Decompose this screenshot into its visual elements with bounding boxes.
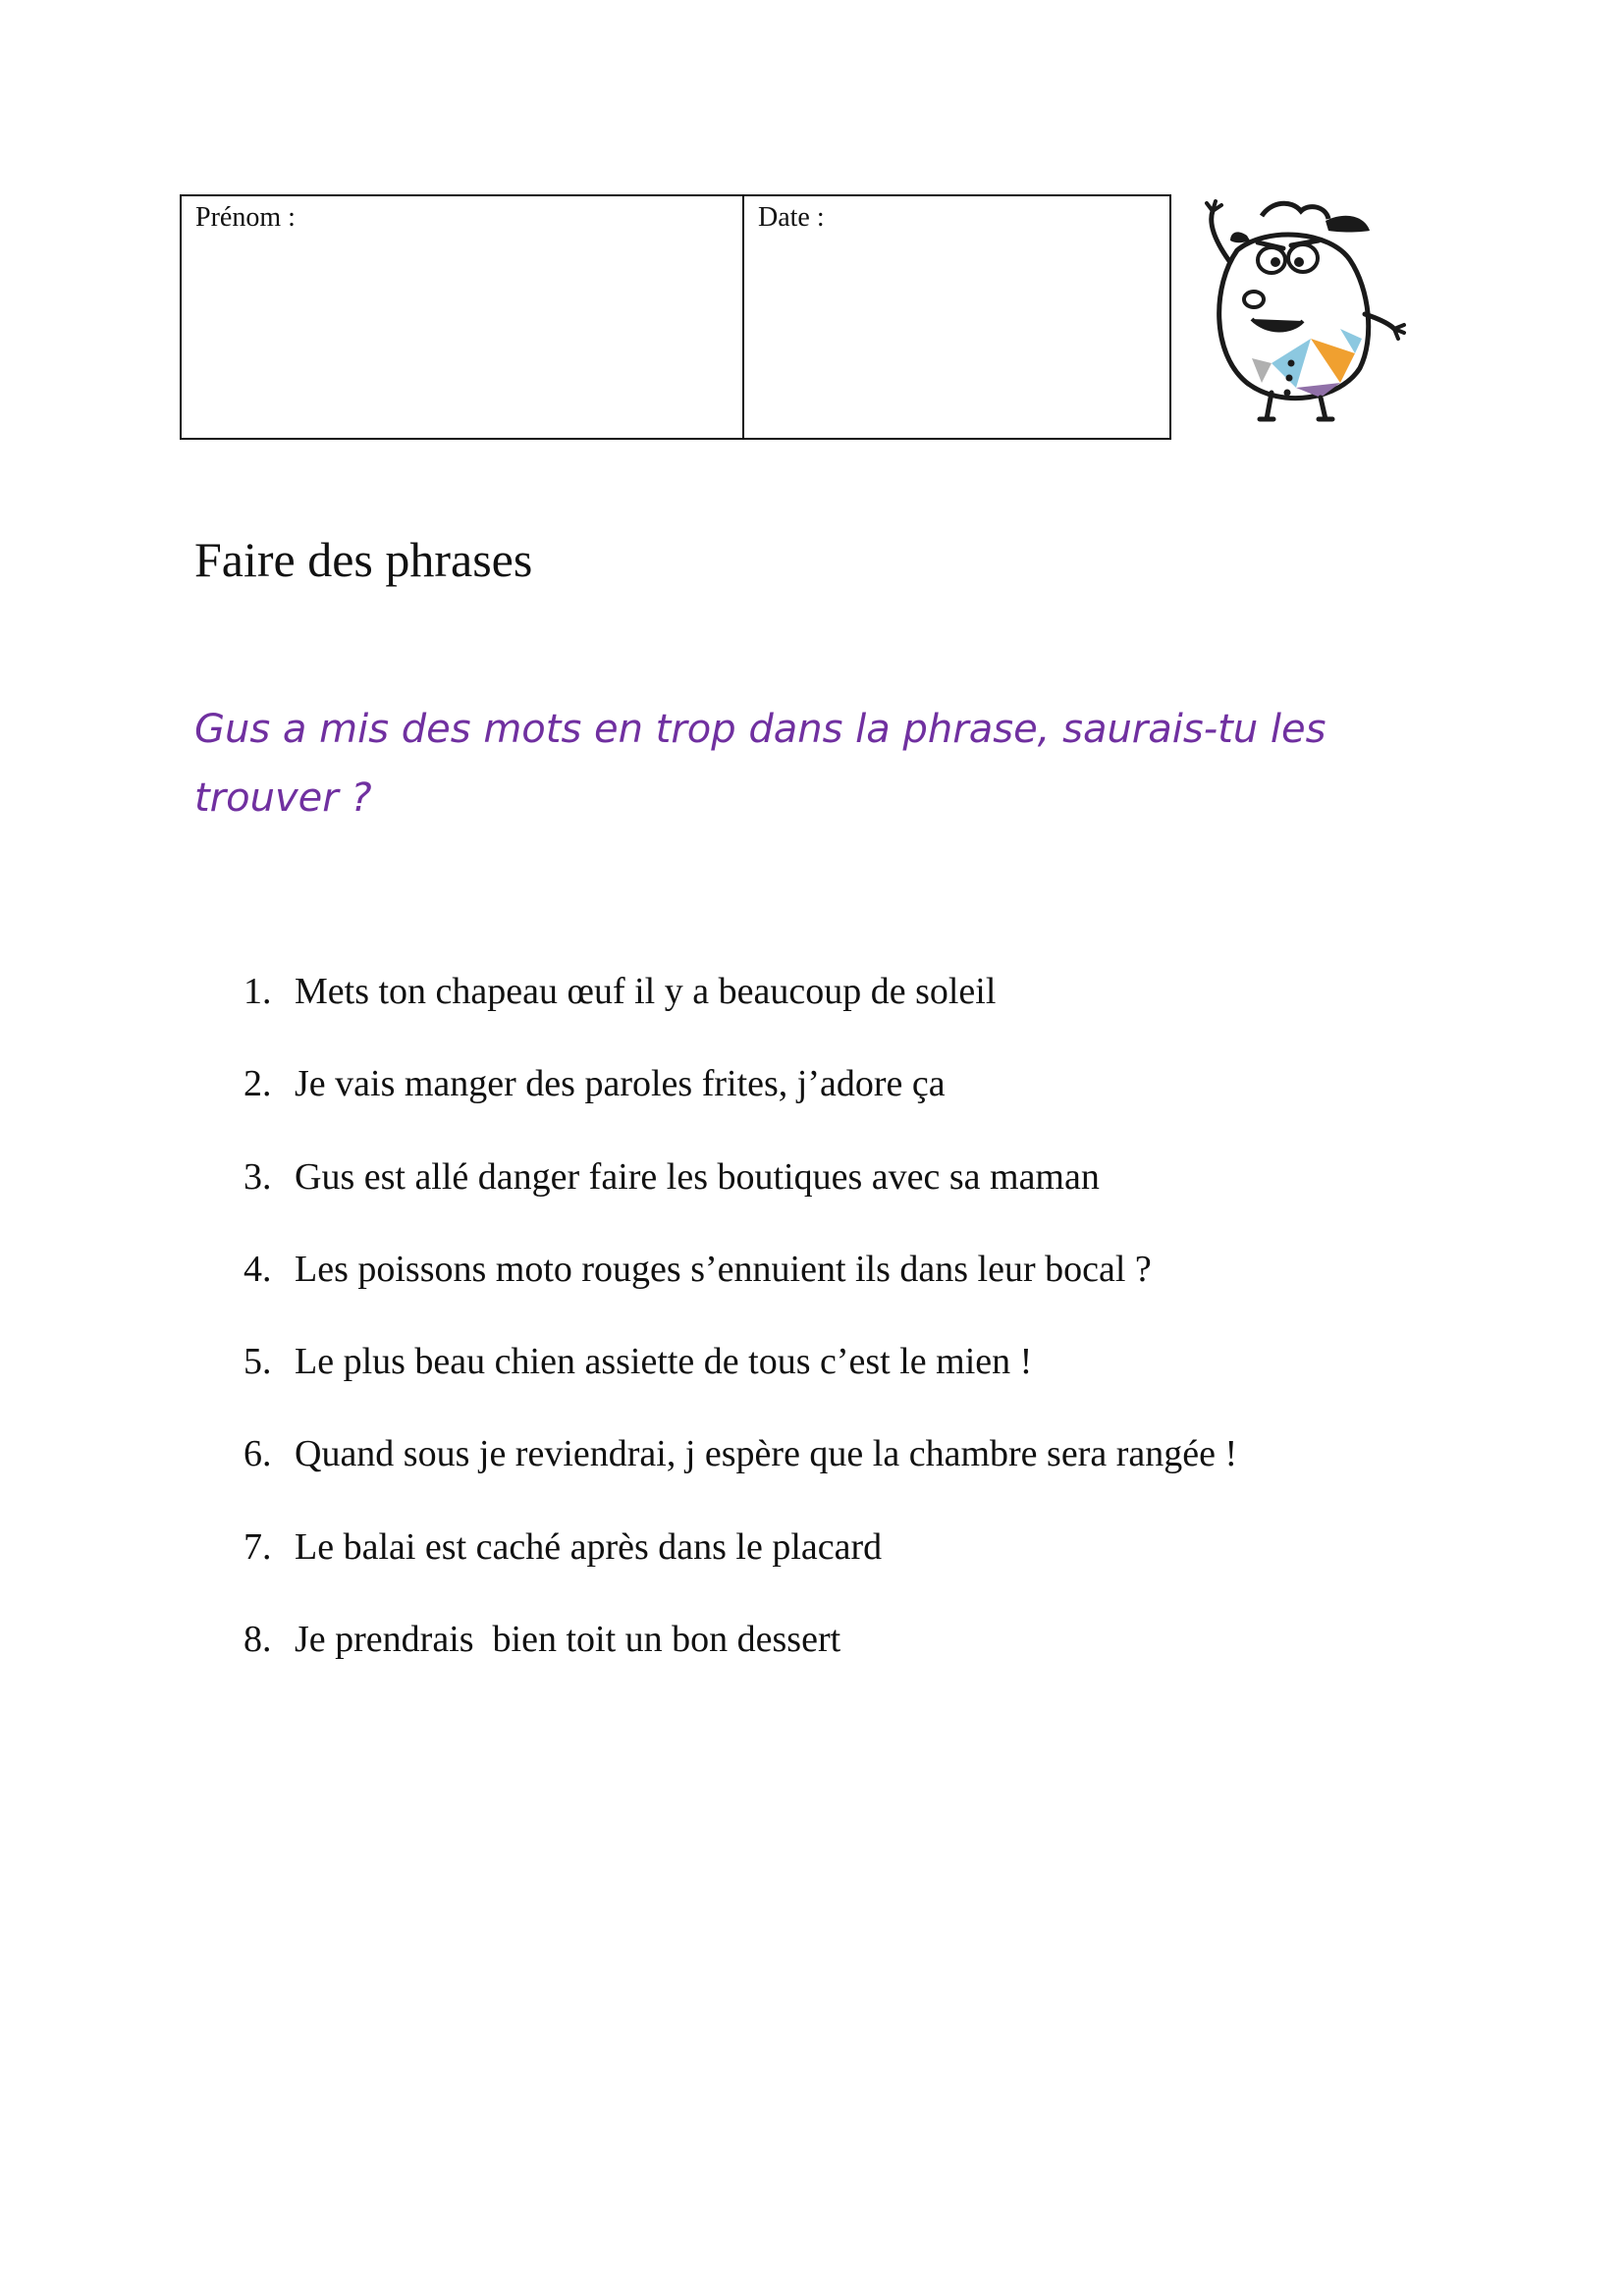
item-number: 5. — [244, 1341, 272, 1383]
sentence-text: Le balai est caché après dans le placard — [295, 1525, 883, 1568]
instruction-text: Gus a mis des mots en trop dans la phrase, saurais-tu les trouver ? — [194, 707, 1326, 821]
exercise-item-6 — [244, 1408, 1237, 1500]
page-title: Faire des phrases — [194, 532, 533, 587]
sentence-text: Quand sous je reviendrai, j espère que la chambre sera rangée ! — [295, 1433, 1238, 1475]
exercise-item-5 — [244, 1315, 1237, 1408]
exercise-item-1 — [244, 945, 1237, 1038]
date-field[interactable] — [744, 196, 1169, 438]
exercise-item-4 — [244, 1223, 1237, 1315]
item-number: 6. — [244, 1433, 272, 1475]
exercise-item-2 — [244, 1038, 1237, 1130]
date-label: Date : — [758, 202, 825, 233]
exercise-item-3 — [244, 1131, 1237, 1223]
item-number: 8. — [244, 1619, 272, 1661]
sentence-text: Gus est allé danger faire les boutiques avec sa maman — [295, 1155, 1100, 1198]
gus-sheep-mascot-icon — [1193, 191, 1419, 422]
item-number: 2. — [244, 1063, 272, 1105]
item-number: 3. — [244, 1155, 272, 1198]
exercise-item-8 — [244, 1593, 1237, 1685]
item-number: 4. — [244, 1248, 272, 1290]
exercise-list — [244, 945, 1237, 1685]
sentence-text: Je prendrais bien toit un bon dessert — [295, 1619, 841, 1661]
prenom-field[interactable] — [182, 196, 744, 438]
sentence-text: Les poissons moto rouges s’ennuient ils dans leur bocal ? — [295, 1248, 1152, 1290]
prenom-label: Prénom : — [195, 202, 296, 233]
sentence-text: Je vais manger des paroles frites, j’adore ça — [295, 1063, 946, 1105]
exercise-item-7 — [244, 1501, 1237, 1593]
sentence-text: Mets ton chapeau œuf il y a beaucoup de soleil — [295, 971, 997, 1012]
item-number: 7. — [244, 1525, 272, 1568]
name-date-table — [180, 194, 1171, 440]
item-number: 1. — [244, 971, 272, 1012]
sentence-text: Le plus beau chien assiette de tous c’est le mien ! — [295, 1341, 1033, 1383]
